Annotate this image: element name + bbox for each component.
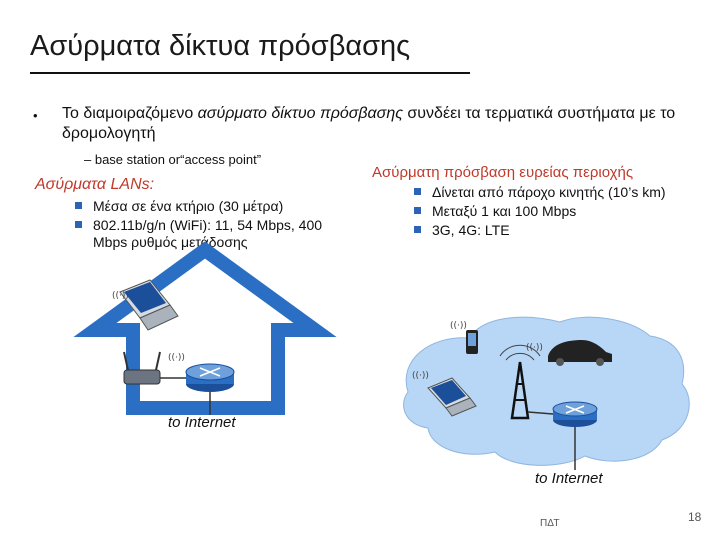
router-icon: [186, 364, 234, 392]
list-item: 3G, 4G: LTE: [410, 222, 712, 239]
phone-icon: [466, 330, 478, 354]
wan-heading: Ασύρματη πρόσβαση ευρείας περιοχής: [372, 164, 634, 181]
bullet-marker: •: [33, 108, 38, 123]
main-suffix: συνδέει τα τερματικά συστήματα με το δρομολογητή: [62, 105, 676, 142]
list-item: 802.11b/g/n (WiFi): 11, 54 Mbps, 400 Mbps ρυθμός μετάδοσης: [71, 217, 355, 251]
footer-label: ΠΔΤ: [540, 518, 560, 529]
main-prefix: Το διαμοιραζόμενο: [62, 105, 198, 122]
internet-label-left: to Internet: [168, 414, 236, 431]
list-item: Μεταξύ 1 και 100 Mbps: [410, 203, 712, 220]
page-number: 18: [688, 510, 702, 524]
sub-bullet: – base station or“access point”: [84, 152, 262, 167]
signal-waves-icon: ((·)): [526, 343, 543, 353]
router-icon: [553, 402, 597, 427]
wlan-heading: Ασύρματα LANs:: [35, 176, 155, 193]
list-item: Μέσα σε ένα κτήριο (30 μέτρα): [71, 198, 355, 215]
internet-label-right: to Internet: [535, 470, 603, 487]
main-emphasis: ασύρματο δίκτυο πρόσβασης: [197, 105, 403, 122]
signal-waves-icon: ((·)): [112, 291, 129, 301]
slide-title: Ασύρματα δίκτυα πρόσβασης: [30, 30, 411, 62]
signal-waves-icon: ((·)): [168, 353, 185, 363]
list-item: Δίνεται από πάροχο κινητής (10’s km): [410, 184, 712, 201]
signal-waves-icon: ((·)): [412, 371, 429, 381]
signal-waves-icon: ((·)): [450, 321, 467, 331]
